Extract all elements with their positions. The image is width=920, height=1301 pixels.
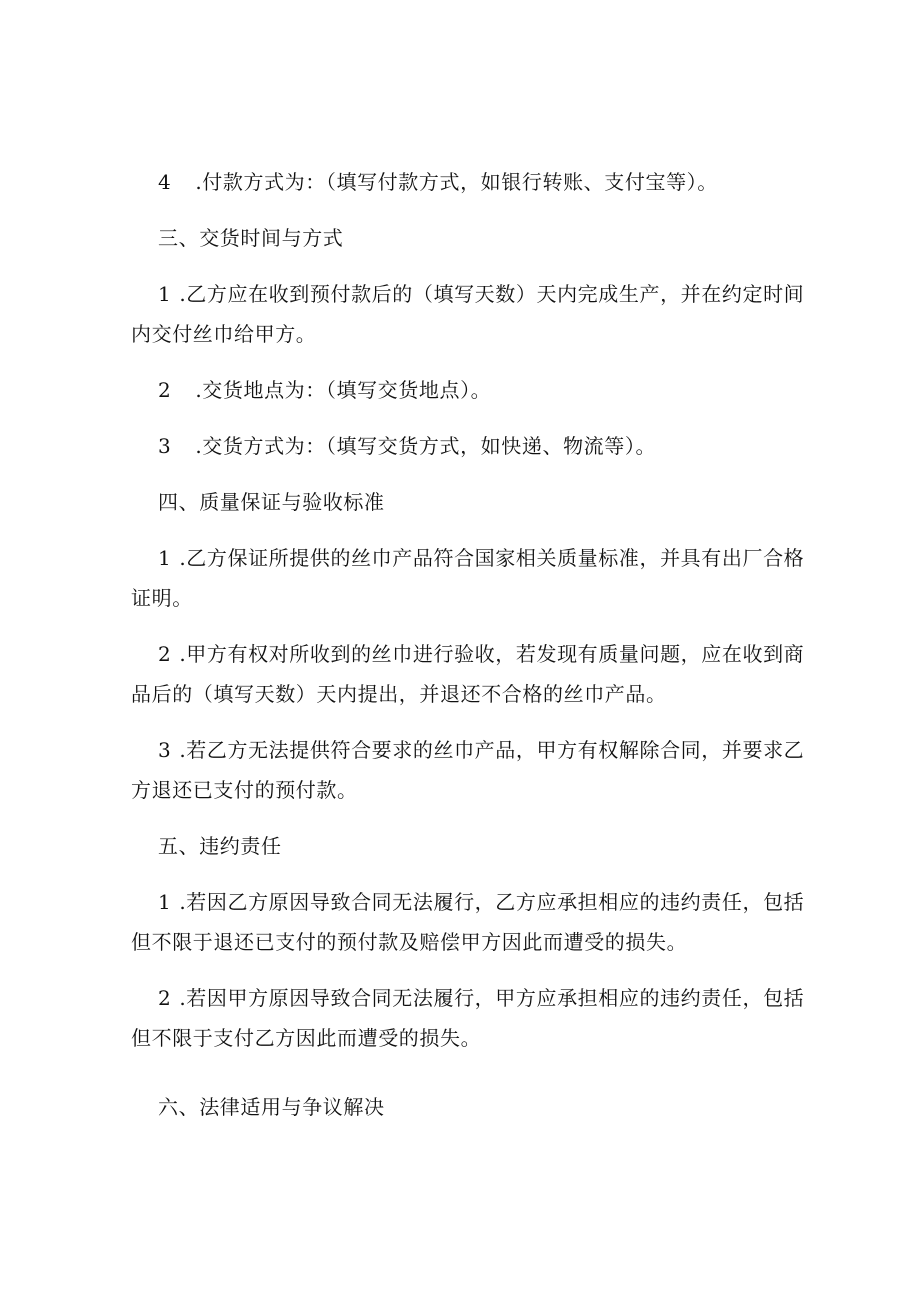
clause-number: 2	[158, 378, 172, 402]
clause-number: 1	[158, 546, 172, 570]
clause-1-quality-line1	[158, 546, 804, 570]
clause-1-breach-seller-line2: 但不限于退还已支付的预付款及赔偿甲方因此而遭受的损失。	[131, 930, 688, 954]
clause-text: .若乙方无法提供符合要求的丝巾产品，甲方有权解除合同，并要求乙	[179, 738, 805, 762]
clause-1-production-line1	[158, 282, 804, 306]
clause-text: .付款方式为：（填写付款方式，如银行转账、支付宝等）。	[195, 170, 718, 194]
clause-number: 1	[158, 282, 172, 306]
clause-3-termination-line1	[158, 738, 804, 762]
clause-4-payment-method	[158, 170, 718, 194]
clause-text: .乙方应在收到预付款后的（填写天数）天内完成生产，并在约定时间	[179, 282, 805, 306]
clause-2-delivery-location	[158, 378, 491, 402]
section-heading-4: 四、质量保证与验收标准	[158, 490, 385, 514]
clause-number: 3	[158, 738, 172, 762]
section-heading-5: 五、违约责任	[158, 834, 282, 858]
clause-number: 2	[158, 642, 172, 666]
clause-2-breach-buyer-line1	[158, 986, 804, 1010]
clause-number: 2	[158, 986, 172, 1010]
clause-1-quality-line2: 证明。	[131, 586, 193, 610]
clause-text: .甲方有权对所收到的丝巾进行验收，若发现有质量问题，应在收到商	[179, 642, 805, 666]
clause-number: 3	[158, 434, 172, 458]
clause-2-breach-buyer-line2: 但不限于支付乙方因此而遭受的损失。	[131, 1026, 482, 1050]
clause-text: .若因甲方原因导致合同无法履行，甲方应承担相应的违约责任，包括	[179, 986, 805, 1010]
clause-text: .若因乙方原因导致合同无法履行，乙方应承担相应的违约责任，包括	[179, 890, 805, 914]
section-heading-6: 六、法律适用与争议解决	[158, 1095, 385, 1119]
clause-1-breach-seller-line1	[158, 890, 804, 914]
clause-3-termination-line2: 方退还已支付的预付款。	[131, 778, 358, 802]
clause-number: 4	[158, 170, 172, 194]
section-heading-3: 三、交货时间与方式	[158, 226, 344, 250]
clause-text: .交货方式为：（填写交货方式，如快递、物流等）。	[195, 434, 657, 458]
clause-2-inspection-line2: 品后的（填写天数）天内提出，并退还不合格的丝巾产品。	[131, 682, 667, 706]
clause-2-inspection-line1	[158, 642, 804, 666]
clause-1-production-line2: 内交付丝巾给甲方。	[131, 322, 317, 346]
clause-number: 1	[158, 890, 172, 914]
clause-3-delivery-method	[158, 434, 656, 458]
clause-text: .交货地点为：（填写交货地点）。	[195, 378, 492, 402]
clause-text: .乙方保证所提供的丝巾产品符合国家相关质量标准，并具有出厂合格	[179, 546, 805, 570]
